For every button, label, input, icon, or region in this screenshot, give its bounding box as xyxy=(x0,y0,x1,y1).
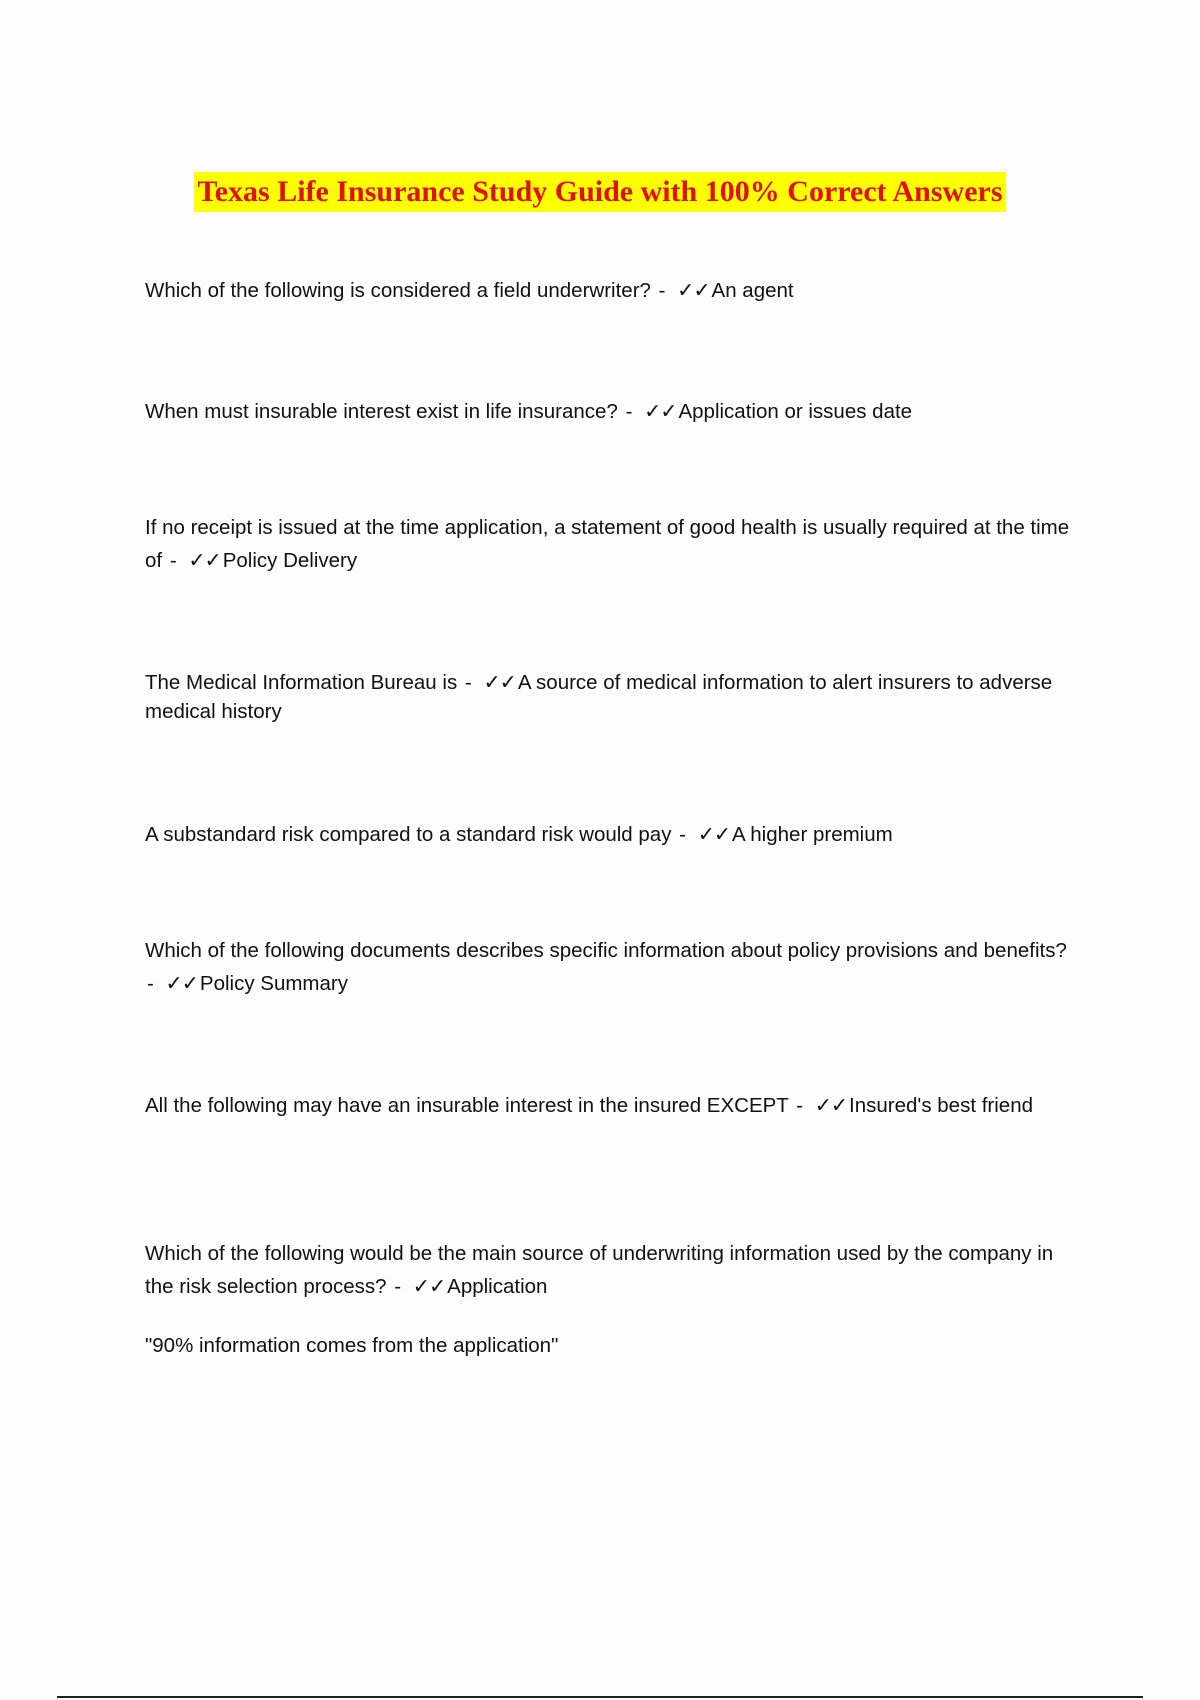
qa-item-5 xyxy=(145,818,1075,851)
separator: - xyxy=(147,972,154,995)
qa-item-6 xyxy=(145,935,1075,1000)
answer-text: A source of medical information to alert insurers to adverse medical history xyxy=(145,671,1053,723)
double-check-icon: ✓✓ xyxy=(188,548,221,572)
qa-item-2 xyxy=(145,395,1075,428)
answer-text: Policy Summary xyxy=(199,972,348,995)
answer-text: An agent xyxy=(711,279,794,302)
qa-item-1 xyxy=(145,274,1075,307)
answer-text: Policy Delivery xyxy=(222,549,358,572)
double-check-icon: ✓✓ xyxy=(483,670,516,694)
qa-item-4 xyxy=(145,668,1075,726)
double-check-icon: ✓✓ xyxy=(412,1274,446,1298)
title-container xyxy=(0,172,1200,212)
double-check-icon: ✓✓ xyxy=(677,278,710,302)
separator: - xyxy=(394,1275,402,1298)
separator: - xyxy=(625,400,633,423)
answer-note: "90% information comes from the application" xyxy=(145,1334,559,1357)
question-text: Which of the following documents describes specific information about policy provisions and benefits? xyxy=(145,939,1067,962)
double-check-icon: ✓✓ xyxy=(814,1093,848,1117)
document-title: Texas Life Insurance Study Guide with 100% Correct Answers xyxy=(194,172,1005,212)
answer-text: Application or issues date xyxy=(678,400,913,423)
separator: - xyxy=(679,823,686,846)
separator: - xyxy=(464,671,472,694)
qa-item-7 xyxy=(145,1091,1075,1120)
footer-divider xyxy=(57,1696,1143,1698)
separator: - xyxy=(796,1094,803,1117)
question-text: The Medical Information Bureau is xyxy=(145,671,458,694)
question-text: Which of the following is considered a field underwriter? xyxy=(145,279,651,302)
question-text: When must insurable interest exist in life insurance? xyxy=(145,400,618,423)
qa-item-3 xyxy=(145,512,1075,577)
separator: - xyxy=(169,549,177,572)
double-check-icon: ✓✓ xyxy=(697,822,731,846)
double-check-icon: ✓✓ xyxy=(644,399,677,423)
answer-text: A higher premium xyxy=(732,823,893,846)
question-text: All the following may have an insurable interest in the insured EXCEPT xyxy=(145,1094,789,1117)
question-text: If no receipt is issued at the time application, a statement of good health is usually required at the time of xyxy=(145,516,1070,572)
answer-text: Application xyxy=(447,1275,548,1298)
qa-item-8 xyxy=(145,1238,1075,1303)
separator: - xyxy=(658,279,666,302)
answer-text: Insured's best friend xyxy=(849,1094,1034,1117)
question-text: A substandard risk compared to a standard risk would pay xyxy=(145,823,672,846)
question-text: Which of the following would be the main source of underwriting information used by the company in the risk selection process? xyxy=(145,1242,1054,1298)
double-check-icon: ✓✓ xyxy=(165,971,198,995)
